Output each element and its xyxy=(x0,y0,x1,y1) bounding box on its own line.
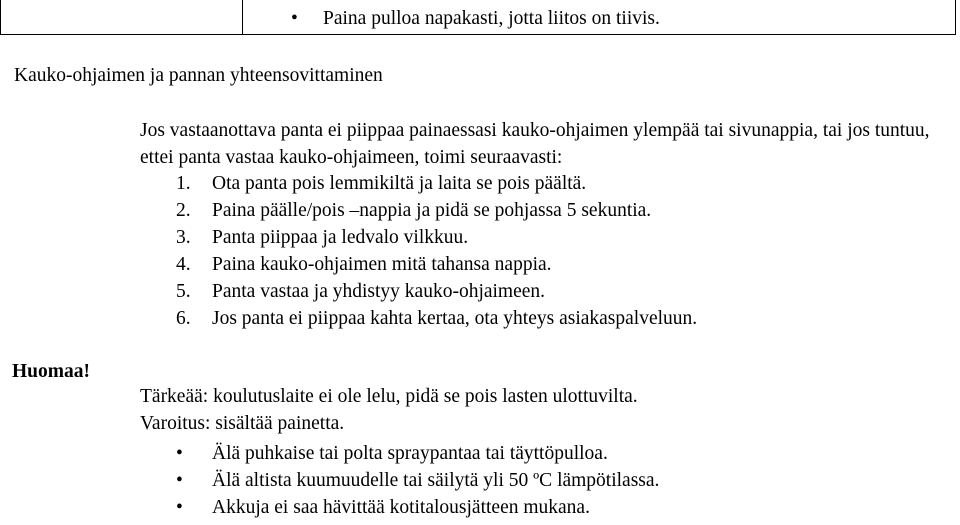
warning-notice: Varoitus: sisältää painetta. xyxy=(140,413,345,434)
list-item xyxy=(176,197,697,224)
list-item xyxy=(176,224,697,251)
important-notice: Tärkeää: koulutuslaite ei ole lelu, pidä se pois lasten ulottuvilta. xyxy=(140,386,638,407)
table-cell-text: Paina pulloa napakasti, jotta liitos on tiivis. xyxy=(323,8,660,29)
step-number: 4. xyxy=(176,254,191,275)
safety-item-text: Akkuja ei saa hävittää kotitalousjätteen mukana. xyxy=(212,497,590,518)
bullet-icon: • xyxy=(176,443,183,464)
list-item xyxy=(176,494,659,521)
table-column-divider xyxy=(242,0,243,34)
step-number: 3. xyxy=(176,227,191,248)
safety-list xyxy=(176,440,659,521)
step-text: Jos panta ei piippaa kahta kertaa, ota yhteys asiakaspalveluun. xyxy=(212,308,698,329)
safety-item-text: Älä puhkaise tai polta spraypantaa tai täyttöpulloa. xyxy=(212,443,608,464)
bullet-icon: • xyxy=(291,8,298,29)
list-item xyxy=(176,278,697,305)
list-item xyxy=(176,305,697,332)
step-number: 5. xyxy=(176,281,191,302)
step-number: 1. xyxy=(176,173,191,194)
list-item xyxy=(176,251,697,278)
step-text: Paina kauko-ohjaimen mitä tahansa nappia. xyxy=(212,254,552,275)
top-table-row xyxy=(0,0,956,35)
step-text: Panta piippaa ja ledvalo vilkkuu. xyxy=(212,227,469,248)
step-number: 2. xyxy=(176,200,191,221)
intro-paragraph: Jos vastaanottava panta ei piippaa painaessasi kauko-ohjaimen ylempää tai sivunappia, tai jos tuntuu, ettei panta vastaa kauko-ohjaimeen, toimi seuraavasti: xyxy=(140,120,930,168)
step-text: Ota panta pois lemmikiltä ja laita se pois päältä. xyxy=(212,173,587,194)
section-heading: Kauko-ohjaimen ja pannan yhteensovittaminen xyxy=(14,65,383,86)
list-item xyxy=(176,467,659,494)
step-number: 6. xyxy=(176,308,191,329)
step-text: Paina päälle/pois –nappia ja pidä se pohjassa 5 sekuntia. xyxy=(212,200,652,221)
steps-list xyxy=(176,170,697,332)
bullet-icon: • xyxy=(176,497,183,518)
bullet-icon: • xyxy=(176,470,183,491)
list-item xyxy=(176,170,697,197)
safety-item-text: Älä altista kuumuudelle tai säilytä yli 50 ºC lämpötilassa. xyxy=(212,470,660,491)
list-item xyxy=(176,440,659,467)
note-label: Huomaa! xyxy=(12,361,90,382)
step-text: Panta vastaa ja yhdistyy kauko-ohjaimeen. xyxy=(212,281,546,302)
